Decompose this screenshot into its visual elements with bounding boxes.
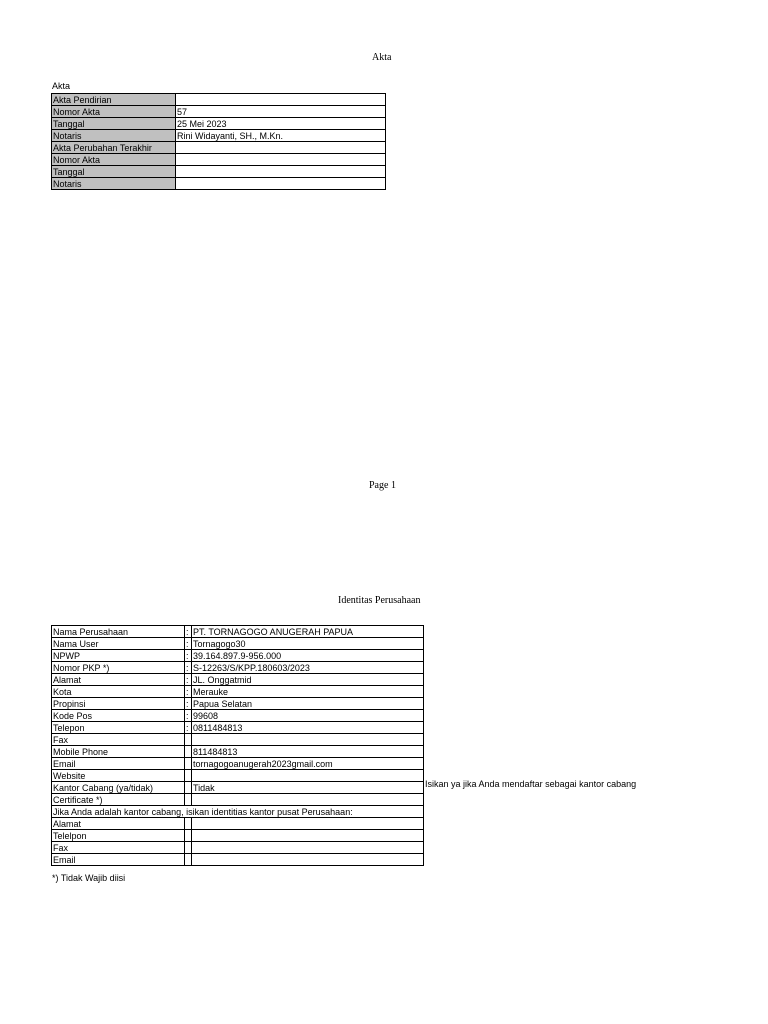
identitas-row [52,638,424,650]
identitas-row-colon [185,758,192,770]
identitas-row-colon [185,794,192,806]
identitas-table [51,625,424,866]
identitas-row [52,650,424,662]
akta-row-value [176,154,386,166]
identitas-row-label: Nama User [52,638,185,650]
akta-row [52,94,386,106]
identitas-row-label: Nama Perusahaan [52,626,185,638]
identitas-row-label: Telelpon [52,830,185,842]
identitas-row-label: Telepon [52,722,185,734]
identitas-row [52,854,424,866]
identitas-row [52,722,424,734]
akta-row-label: Nomor Akta [52,106,176,118]
akta-row-label: Notaris [52,130,176,142]
identitas-row-value [192,818,424,830]
identitas-row-label: Kode Pos [52,710,185,722]
footnote: *) Tidak Wajib diisi [52,873,126,883]
identitas-row-colon [185,734,192,746]
identitas-row [52,830,424,842]
identitas-row-label: Kantor Cabang (ya/tidak) [52,782,185,794]
identitas-row-value: 99608 [192,710,424,722]
identitas-row-value [192,830,424,842]
identitas-row-value: 0811484813 [192,722,424,734]
akta-row [52,106,386,118]
identitas-row-value: 39.164.897.9-956.000 [192,650,424,662]
identitas-row-colon [185,842,192,854]
identitas-row-value: S-12263/S/KPP.180603/2023 [192,662,424,674]
identitas-row-colon: : [185,686,192,698]
identitas-row-colon: : [185,626,192,638]
akta-row-label: Akta Perubahan Terakhir [52,142,176,154]
akta-row-value [176,178,386,190]
akta-row-value: 25 Mei 2023 [176,118,386,130]
identitas-row-colon: : [185,710,192,722]
identitas-row [52,698,424,710]
identitas-row [52,758,424,770]
identitas-row-colon: : [185,698,192,710]
identitas-row-colon: : [185,662,192,674]
page2-title: Identitas Perusahaan [338,595,421,606]
identitas-row-label: Email [52,758,185,770]
akta-row-value [176,94,386,106]
identitas-row-value: tornagogoanugerah2023gmail.com [192,758,424,770]
identitas-row [52,770,424,782]
akta-row [52,142,386,154]
branch-note: Isikan ya jika Anda mendaftar sebagai kantor cabang [425,779,637,789]
akta-row-label: Tanggal [52,118,176,130]
akta-section-label: Akta [52,81,71,91]
identitas-row-value: Tidak [192,782,424,794]
branch-instruction-row [52,806,424,818]
identitas-row-label: Website [52,770,185,782]
identitas-row-label: NPWP [52,650,185,662]
identitas-row-value [192,794,424,806]
identitas-row-value: Papua Selatan [192,698,424,710]
identitas-row [52,710,424,722]
page1-title: Akta [372,52,392,63]
identitas-row-label: Fax [52,842,185,854]
identitas-row-colon: : [185,674,192,686]
identitas-row [52,734,424,746]
akta-row-label: Akta Pendirian [52,94,176,106]
akta-row-value: 57 [176,106,386,118]
akta-table [51,93,386,190]
identitas-row-label: Propinsi [52,698,185,710]
identitas-row-value: Tornagogo30 [192,638,424,650]
identitas-row [52,746,424,758]
akta-row [52,118,386,130]
identitas-row-value [192,842,424,854]
akta-row [52,154,386,166]
akta-row-label: Notaris [52,178,176,190]
akta-row-value [176,166,386,178]
identitas-row-colon [185,770,192,782]
akta-row [52,130,386,142]
akta-row-label: Nomor Akta [52,154,176,166]
akta-row-value: Rini Widayanti, SH., M.Kn. [176,130,386,142]
identitas-row [52,842,424,854]
identitas-row-label: Nomor PKP *) [52,662,185,674]
identitas-row-value: Merauke [192,686,424,698]
identitas-row-label: Alamat [52,674,185,686]
identitas-row-value [192,734,424,746]
identitas-row-label: Email [52,854,185,866]
identitas-row-value: JL. Onggatmid [192,674,424,686]
identitas-row-label: Certificate *) [52,794,185,806]
identitas-row-colon [185,830,192,842]
identitas-row-label: Alamat [52,818,185,830]
identitas-row-colon [185,782,192,794]
identitas-row [52,674,424,686]
akta-row [52,178,386,190]
identitas-row [52,818,424,830]
identitas-row [52,794,424,806]
identitas-row-label: Fax [52,734,185,746]
akta-row [52,166,386,178]
identitas-row-colon [185,746,192,758]
identitas-row-value: 811484813 [192,746,424,758]
identitas-row [52,782,424,794]
identitas-row-value: PT. TORNAGOGO ANUGERAH PAPUA [192,626,424,638]
identitas-row-colon [185,854,192,866]
akta-row-label: Tanggal [52,166,176,178]
identitas-row-label: Mobile Phone [52,746,185,758]
page1-footer: Page 1 [369,480,396,491]
identitas-row [52,686,424,698]
identitas-row-colon: : [185,722,192,734]
identitas-row-value [192,770,424,782]
identitas-row-colon: : [185,638,192,650]
identitas-row [52,626,424,638]
identitas-row-value [192,854,424,866]
identitas-row-colon: : [185,650,192,662]
identitas-row [52,662,424,674]
branch-instruction: Jika Anda adalah kantor cabang, isikan identitias kantor pusat Perusahaan: [52,806,424,818]
akta-row-value [176,142,386,154]
identitas-row-colon [185,818,192,830]
identitas-row-label: Kota [52,686,185,698]
